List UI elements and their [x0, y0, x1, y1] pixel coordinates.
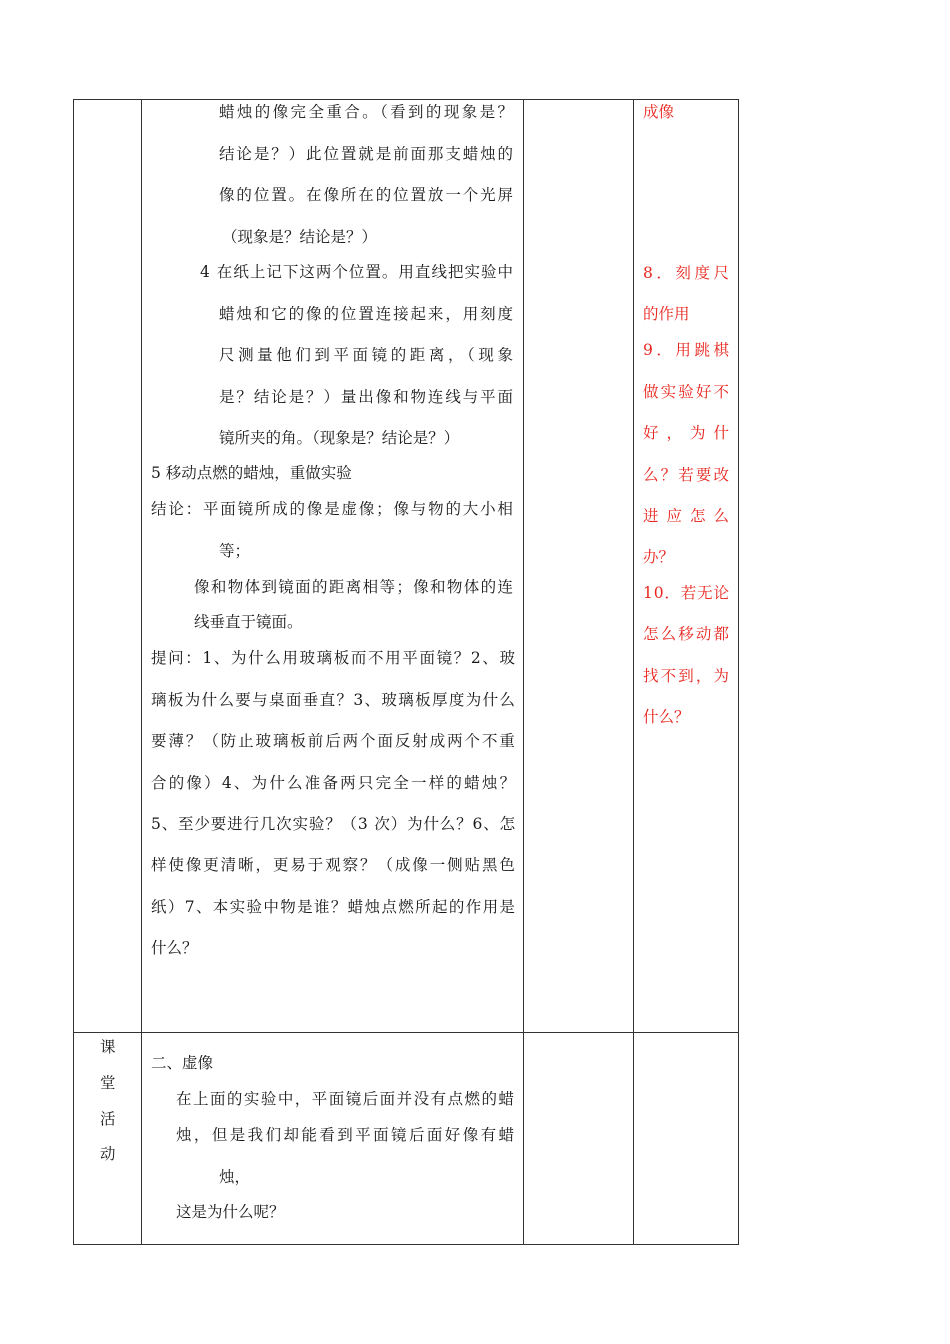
text-line: （现象是？结论是？） — [222, 228, 378, 246]
text-line: 这是为什么呢？ — [176, 1203, 285, 1221]
table-border-bottom — [73, 1244, 739, 1245]
section-heading: 二、虚像 — [151, 1054, 214, 1072]
text-line: 蜡烛和它的像的位置连接起来，用刻度 — [219, 305, 515, 323]
text-line: 烛，但是我们却能看到平面镜后面好像有蜡 — [176, 1126, 517, 1144]
note-line: 找不到，为 — [643, 667, 732, 685]
text-line: 4 在纸上记下这两个位置。用直线把实验中 — [200, 263, 514, 281]
text-line: 蜡烛的像完全重合。（看到的现象是？ — [219, 103, 516, 121]
table-border-right — [738, 99, 739, 1245]
text-line: 5、至少要进行几次实验？（3 次）为什么？6、怎 — [151, 815, 516, 833]
text-line: 结论是？）此位置就是前面那支蜡烛的 — [219, 145, 515, 163]
text-line: 样使像更清晰，更易于观察？（成像一侧贴黑色 — [151, 856, 517, 874]
text-line: 像的位置。在像所在的位置放一个光屏 — [219, 186, 515, 204]
label-char: 堂 — [100, 1074, 116, 1092]
table-border-left — [73, 99, 74, 1245]
note-line: 8．刻度尺 — [643, 264, 733, 282]
row-divider — [73, 1032, 739, 1033]
note-line: 进应怎么 — [643, 507, 737, 525]
note-line: 什么？ — [643, 708, 690, 726]
column-divider-2 — [523, 99, 524, 1245]
text-line: 纸）7、本实验中物是谁？蜡烛点燃所起的作用是 — [151, 898, 517, 916]
note-line: 成像 — [643, 103, 675, 121]
text-line: 提问：1、为什么用玻璃板而不用平面镜？2、玻 — [151, 649, 517, 667]
text-line: 烛， — [219, 1168, 251, 1186]
text-line: 要薄？（防止玻璃板前后两个面反射成两个不重 — [151, 732, 517, 750]
text-line: 尺测量他们到平面镜的距离，（现象 — [219, 346, 517, 364]
text-line: 线垂直于镜面。 — [194, 613, 303, 631]
text-line: 结论：平面镜所成的像是虚像；像与物的大小相 — [151, 500, 515, 518]
text-line: 在上面的实验中，平面镜后面并没有点燃的蜡 — [176, 1090, 516, 1108]
label-char: 课 — [100, 1038, 116, 1056]
note-line: 么？若要改 — [643, 466, 732, 484]
text-line: 5 移动点燃的蜡烛，重做实验 — [151, 464, 352, 482]
column-divider-1 — [141, 99, 142, 1245]
note-line: 怎么移动都 — [643, 625, 732, 643]
text-line: 镜所夹的角。（现象是？结论是？） — [219, 429, 460, 447]
note-line: 做实验好不 — [643, 383, 732, 401]
text-line: 璃板为什么要与桌面垂直？3、玻璃板厚度为什么 — [151, 691, 517, 709]
text-line: 什么？ — [151, 939, 198, 957]
note-line: 好，为什 — [643, 424, 737, 442]
text-line: 合的像）4、为什么准备两只完全一样的蜡烛？ — [151, 774, 518, 792]
text-line: 是？结论是？）量出像和物连线与平面 — [219, 388, 515, 406]
note-line: 9．用跳棋 — [643, 341, 733, 359]
label-char: 动 — [100, 1145, 116, 1163]
table-border-top — [73, 99, 739, 100]
label-char: 活 — [100, 1110, 116, 1128]
text-line: 像和物体到镜面的距离相等；像和物体的连 — [194, 578, 515, 596]
text-line: 等； — [219, 542, 251, 560]
note-line: 办？ — [643, 548, 675, 566]
note-line: 的作用 — [643, 305, 690, 323]
column-divider-3 — [633, 99, 634, 1245]
note-line: 10．若无论 — [643, 584, 730, 602]
